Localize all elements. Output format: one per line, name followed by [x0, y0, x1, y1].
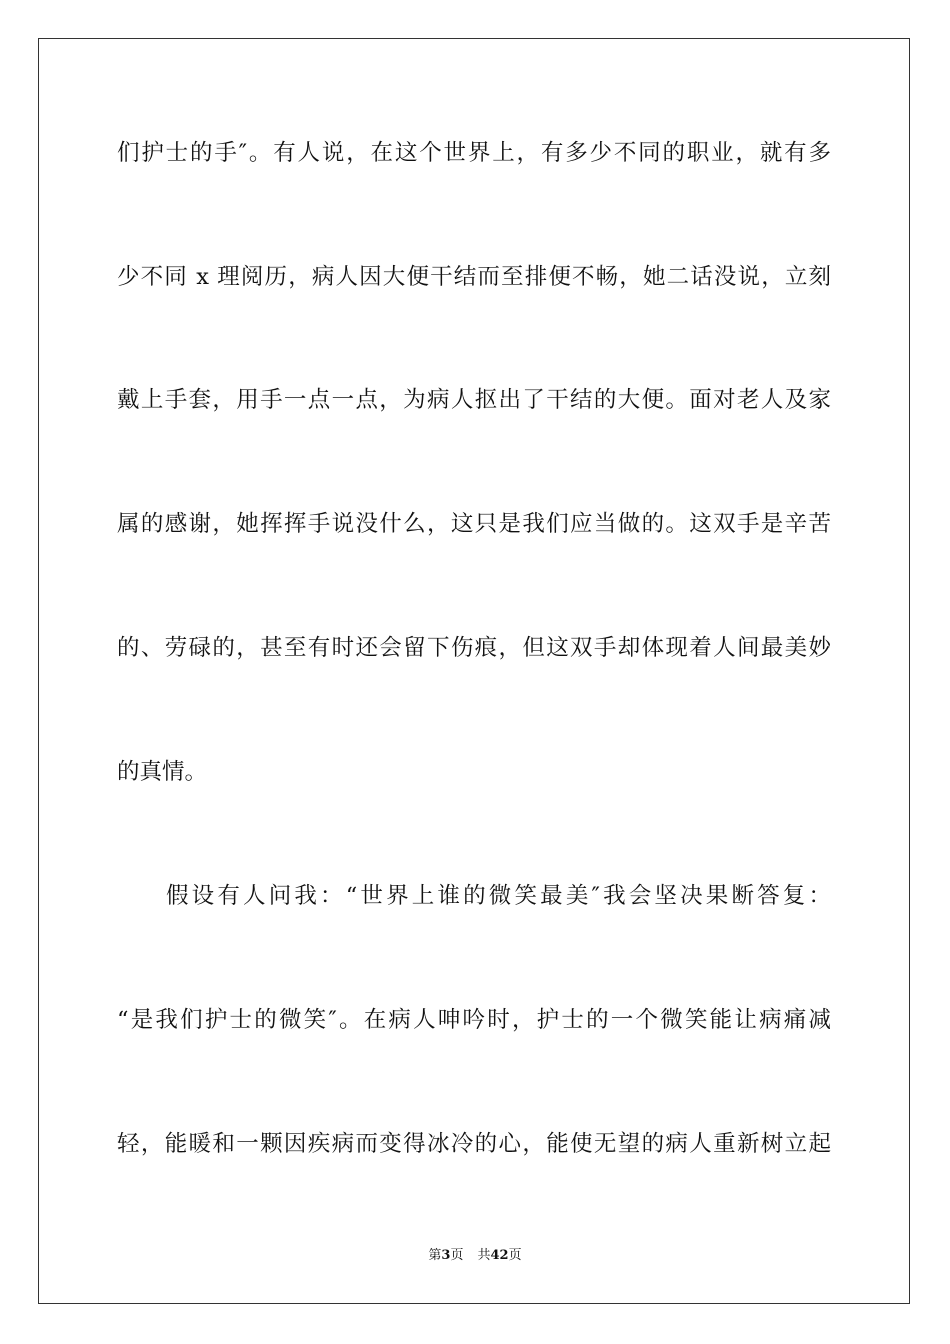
- body-text-line-4: 属的感谢，她挥挥手说没什么，这只是我们应当做的。这双手是辛苦: [117, 511, 831, 537]
- footer-page-prefix: 第: [428, 1248, 442, 1263]
- body-text-line-8: “是我们护士的微笑″。在病人呻吟时，护士的一个微笑能让病痛减: [117, 1007, 831, 1033]
- body-text-line-6: 的真情。: [117, 759, 208, 785]
- footer-total-pages: 42: [490, 1248, 509, 1263]
- body-text-line-1: 们护士的手″。有人说，在这个世界上，有多少不同的职业，就有多: [117, 140, 831, 166]
- body-text-line-7: 假设有人问我：“世界上谁的微笑最美″我会坚决果断答复：: [166, 883, 831, 909]
- footer-total-suffix: 页: [508, 1248, 522, 1263]
- body-text-line-2: 少不同 x 理阅历，病人因大便干结而至排便不畅，她二话没说，立刻: [117, 264, 831, 290]
- page-footer: [0, 1247, 950, 1265]
- footer-total-prefix: 共: [477, 1248, 491, 1263]
- body-text-line-9: 轻，能暖和一颗因疾病而变得冰冷的心，能使无望的病人重新树立起: [117, 1131, 831, 1157]
- footer-page-suffix: 页: [450, 1248, 464, 1263]
- footer-page-number: 3: [441, 1248, 451, 1263]
- body-text-line-5: 的、劳碌的，甚至有时还会留下伤痕，但这双手却体现着人间最美妙: [117, 635, 831, 661]
- body-text-line-3: 戴上手套，用手一点一点，为病人抠出了干结的大便。面对老人及家: [117, 387, 831, 413]
- page-border: [38, 38, 910, 1304]
